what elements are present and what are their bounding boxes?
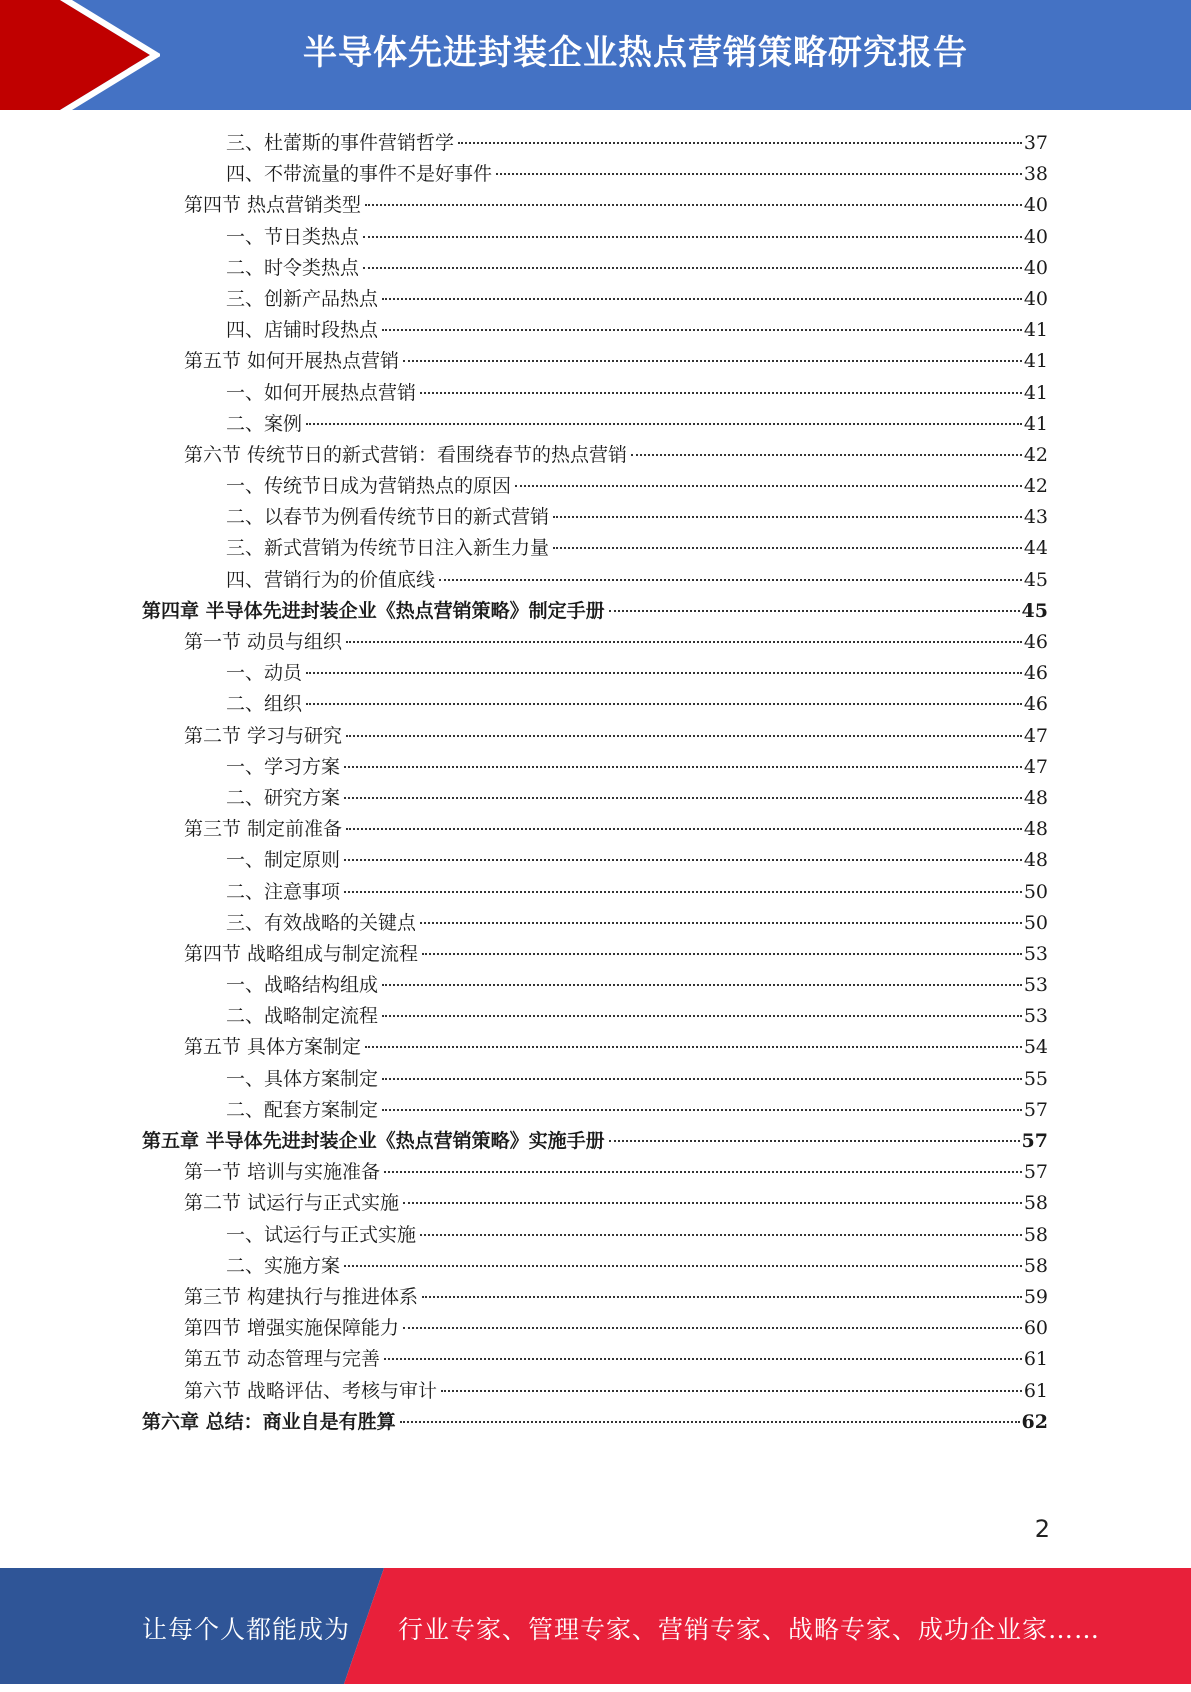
toc-entry-page: 55 — [1023, 1067, 1048, 1090]
toc-subsection-entry[interactable] — [142, 1095, 1048, 1126]
toc-dot-leader — [609, 609, 1020, 612]
toc-dot-leader — [365, 203, 1022, 206]
toc-entry-page: 42 — [1023, 443, 1048, 466]
toc-entry-title: 二、实施方案 — [226, 1254, 341, 1277]
toc-section-entry[interactable] — [142, 1313, 1048, 1344]
toc-dot-leader — [363, 266, 1022, 269]
toc-entry-page: 41 — [1023, 412, 1048, 435]
toc-entry-title: 三、创新产品热点 — [226, 287, 379, 310]
toc-entry-title: 二、配套方案制定 — [226, 1098, 379, 1121]
toc-entry-title: 第一节 培训与实施准备 — [184, 1161, 381, 1184]
toc-dot-leader — [400, 1420, 1020, 1423]
toc-entry-page: 48 — [1023, 818, 1048, 841]
toc-subsection-entry[interactable] — [142, 284, 1048, 315]
toc-entry-page: 61 — [1023, 1348, 1048, 1371]
toc-dot-leader — [496, 172, 1022, 175]
toc-section-entry[interactable] — [142, 1376, 1048, 1407]
toc-dot-leader — [420, 1233, 1022, 1236]
toc-dot-leader — [344, 858, 1022, 861]
toc-dot-leader — [403, 1326, 1022, 1329]
toc-entry-page: 50 — [1023, 911, 1048, 934]
toc-entry-title: 第四章 半导体先进封装企业《热点营销策略》制定手册 — [142, 599, 605, 622]
page-footer — [0, 1568, 1191, 1684]
toc-entry-page: 58 — [1023, 1192, 1048, 1215]
toc-entry-title: 二、组织 — [226, 693, 303, 716]
toc-entry-title: 四、店铺时段热点 — [226, 319, 379, 342]
toc-subsection-entry[interactable] — [142, 845, 1048, 876]
toc-subsection-entry[interactable] — [142, 222, 1048, 253]
toc-entry-title: 三、新式营销为传统节日注入新生力量 — [226, 537, 550, 560]
toc-entry-page: 43 — [1023, 506, 1048, 529]
toc-entry-page: 58 — [1023, 1254, 1048, 1277]
toc-entry-page: 38 — [1023, 163, 1048, 186]
toc-subsection-entry[interactable] — [142, 1251, 1048, 1282]
toc-entry-page: 46 — [1023, 693, 1048, 716]
toc-entry-title: 一、试运行与正式实施 — [226, 1223, 417, 1246]
toc-entry-title: 一、如何开展热点营销 — [226, 381, 417, 404]
toc-dot-leader — [553, 546, 1022, 549]
toc-dot-leader — [344, 890, 1022, 893]
toc-dot-leader — [306, 422, 1022, 425]
toc-dot-leader — [420, 921, 1022, 924]
toc-entry-title: 二、研究方案 — [226, 786, 341, 809]
toc-dot-leader — [363, 235, 1022, 238]
toc-subsection-entry[interactable] — [142, 689, 1048, 720]
toc-dot-leader — [422, 1295, 1022, 1298]
toc-subsection-entry[interactable] — [142, 159, 1048, 190]
toc-dot-leader — [382, 1014, 1022, 1017]
toc-dot-leader — [344, 1264, 1022, 1267]
toc-entry-page: 42 — [1023, 475, 1048, 498]
toc-dot-leader — [382, 1108, 1022, 1111]
toc-dot-leader — [441, 1389, 1022, 1392]
footer-slogan-left: 让每个人都能成为 — [142, 1615, 351, 1644]
toc-subsection-entry[interactable] — [142, 471, 1048, 502]
toc-section-entry[interactable] — [142, 814, 1048, 845]
toc-subsection-entry[interactable] — [142, 409, 1048, 440]
toc-dot-leader — [346, 827, 1022, 830]
toc-subsection-entry[interactable] — [142, 877, 1048, 908]
toc-dot-leader — [382, 328, 1022, 331]
toc-dot-leader — [458, 141, 1022, 144]
toc-subsection-entry[interactable] — [142, 315, 1048, 346]
toc-entry-page: 41 — [1023, 381, 1048, 404]
toc-entry-page: 37 — [1023, 132, 1048, 154]
toc-entry-title: 第二节 学习与研究 — [184, 724, 343, 747]
footer-slogan-right: 行业专家、管理专家、营销专家、战略专家、成功企业家…… — [398, 1615, 1101, 1644]
toc-dot-leader — [382, 1077, 1022, 1080]
toc-dot-leader — [403, 1201, 1022, 1204]
page-number: 2 — [1034, 1515, 1050, 1543]
toc-entry-page: 40 — [1023, 194, 1048, 217]
toc-entry-title: 一、学习方案 — [226, 755, 341, 778]
toc-entry-title: 一、战略结构组成 — [226, 974, 379, 997]
toc-section-entry[interactable] — [142, 1157, 1048, 1188]
toc-entry-page: 47 — [1023, 724, 1048, 747]
toc-entry-page: 54 — [1023, 1036, 1048, 1059]
toc-subsection-entry[interactable] — [142, 1220, 1048, 1251]
toc-entry-page: 59 — [1023, 1285, 1048, 1308]
toc-dot-leader — [365, 1045, 1022, 1048]
toc-entry-title: 一、节日类热点 — [226, 225, 360, 248]
toc-subsection-entry[interactable] — [142, 1064, 1048, 1095]
toc-entry-title: 二、以春节为例看传统节日的新式营销 — [226, 506, 550, 529]
toc-entry-title: 第五节 动态管理与完善 — [184, 1348, 381, 1371]
toc-entry-page: 60 — [1023, 1317, 1048, 1340]
toc-entry-title: 一、传统节日成为营销热点的原因 — [226, 475, 512, 498]
toc-entry-page: 61 — [1023, 1379, 1048, 1402]
toc-entry-title: 第四节 增强实施保障能力 — [184, 1317, 400, 1340]
toc-chapter-entry[interactable] — [142, 1126, 1048, 1157]
toc-entry-page: 40 — [1023, 225, 1048, 248]
toc-entry-page: 53 — [1023, 974, 1048, 997]
toc-entry-title: 四、不带流量的事件不是好事件 — [226, 163, 493, 186]
toc-entry-page: 45 — [1023, 568, 1048, 591]
toc-dot-leader — [403, 359, 1022, 362]
toc-subsection-entry[interactable] — [142, 533, 1048, 564]
toc-entry-title: 第三节 构建执行与推进体系 — [184, 1285, 419, 1308]
toc-entry-title: 二、时令类热点 — [226, 256, 360, 279]
toc-entry-title: 一、具体方案制定 — [226, 1067, 379, 1090]
toc-section-entry[interactable] — [142, 939, 1048, 970]
toc-entry-title: 第一节 动员与组织 — [184, 631, 343, 653]
toc-dot-leader — [382, 297, 1022, 300]
toc-subsection-entry[interactable] — [142, 752, 1048, 783]
toc-entry-title: 第四节 战略组成与制定流程 — [184, 942, 419, 965]
toc-subsection-entry[interactable] — [142, 128, 1048, 159]
toc-chapter-entry[interactable] — [142, 1407, 1048, 1438]
toc-entry-title: 一、动员 — [226, 662, 303, 685]
toc-entry-title: 第六章 总结：商业自是有胜算 — [142, 1410, 396, 1433]
toc-entry-title: 第二节 试运行与正式实施 — [184, 1192, 400, 1215]
header-title: 半导体先进封装企业热点营销策略研究报告 — [303, 33, 968, 73]
toc-dot-leader — [346, 734, 1022, 737]
toc-dot-leader — [384, 1357, 1022, 1360]
toc-entry-page: 45 — [1021, 599, 1048, 622]
toc-entry-page: 53 — [1023, 942, 1048, 965]
toc-section-entry[interactable] — [142, 440, 1048, 471]
toc-section-entry[interactable] — [142, 721, 1048, 752]
toc-section-entry[interactable] — [142, 190, 1048, 221]
toc-dot-leader — [344, 796, 1022, 799]
toc-entry-page: 48 — [1023, 786, 1048, 809]
toc-subsection-entry[interactable] — [142, 908, 1048, 939]
toc-entry-title: 第四节 热点营销类型 — [184, 194, 362, 217]
toc-entry-title: 第五章 半导体先进封装企业《热点营销策略》实施手册 — [142, 1130, 605, 1152]
toc-dot-leader — [306, 702, 1022, 705]
toc-section-entry[interactable] — [142, 627, 1048, 658]
toc-subsection-entry[interactable] — [142, 565, 1048, 596]
toc-entry-title: 第六节 战略评估、考核与审计 — [184, 1379, 438, 1402]
toc-chapter-entry[interactable] — [142, 596, 1048, 627]
toc-section-entry[interactable] — [142, 346, 1048, 377]
toc-dot-leader — [306, 671, 1022, 674]
toc-entry-title: 第五节 如何开展热点营销 — [184, 350, 400, 373]
toc-dot-leader — [344, 765, 1022, 768]
toc-dot-leader — [346, 640, 1022, 643]
page-header — [0, 0, 1191, 110]
toc-dot-leader — [384, 1170, 1022, 1173]
toc-subsection-entry[interactable] — [142, 783, 1048, 814]
toc-entry-page: 50 — [1023, 880, 1048, 903]
toc-dot-leader — [420, 391, 1022, 394]
toc-subsection-entry[interactable] — [142, 502, 1048, 533]
toc-section-entry[interactable] — [142, 1344, 1048, 1375]
toc-subsection-entry[interactable] — [142, 1001, 1048, 1032]
toc-entry-title: 一、制定原则 — [226, 849, 341, 872]
toc-entry-page: 40 — [1023, 287, 1048, 310]
toc-dot-leader — [631, 453, 1022, 456]
toc-entry-page: 41 — [1023, 350, 1048, 373]
toc-section-entry[interactable] — [142, 1032, 1048, 1063]
toc-entry-page: 40 — [1023, 256, 1048, 279]
toc-entry-page: 47 — [1023, 755, 1048, 778]
toc-entry-title: 二、注意事项 — [226, 880, 341, 903]
toc-entry-page: 41 — [1023, 319, 1048, 342]
toc-entry-page: 53 — [1023, 1005, 1048, 1028]
toc-entry-page: 57 — [1023, 1161, 1048, 1184]
toc-entry-page: 58 — [1023, 1223, 1048, 1246]
toc-subsection-entry[interactable] — [142, 378, 1048, 409]
table-of-contents — [142, 128, 1048, 1438]
toc-entry-title: 三、有效战略的关键点 — [226, 911, 417, 934]
toc-entry-page: 46 — [1023, 631, 1048, 653]
toc-dot-leader — [553, 515, 1022, 518]
toc-subsection-entry[interactable] — [142, 970, 1048, 1001]
toc-entry-page: 62 — [1021, 1410, 1048, 1433]
toc-dot-leader — [515, 484, 1022, 487]
toc-entry-title: 第六节 传统节日的新式营销：看围绕春节的热点营销 — [184, 443, 628, 466]
toc-entry-page: 48 — [1023, 849, 1048, 872]
toc-entry-title: 三、杜蕾斯的事件营销哲学 — [226, 132, 455, 154]
toc-entry-page: 46 — [1023, 662, 1048, 685]
toc-dot-leader — [439, 578, 1022, 581]
toc-entry-page: 57 — [1021, 1130, 1048, 1152]
toc-entry-title: 四、营销行为的价值底线 — [226, 568, 436, 591]
toc-entry-page: 57 — [1023, 1098, 1048, 1121]
toc-dot-leader — [609, 1139, 1020, 1142]
toc-entry-page: 44 — [1023, 537, 1048, 560]
toc-entry-title: 第五节 具体方案制定 — [184, 1036, 362, 1059]
toc-section-entry[interactable] — [142, 1188, 1048, 1219]
toc-entry-title: 第三节 制定前准备 — [184, 818, 343, 841]
toc-dot-leader — [422, 952, 1022, 955]
toc-entry-title: 二、案例 — [226, 412, 303, 435]
toc-section-entry[interactable] — [142, 1282, 1048, 1313]
toc-subsection-entry[interactable] — [142, 658, 1048, 689]
toc-entry-title: 二、战略制定流程 — [226, 1005, 379, 1028]
toc-dot-leader — [382, 983, 1022, 986]
toc-subsection-entry[interactable] — [142, 253, 1048, 284]
